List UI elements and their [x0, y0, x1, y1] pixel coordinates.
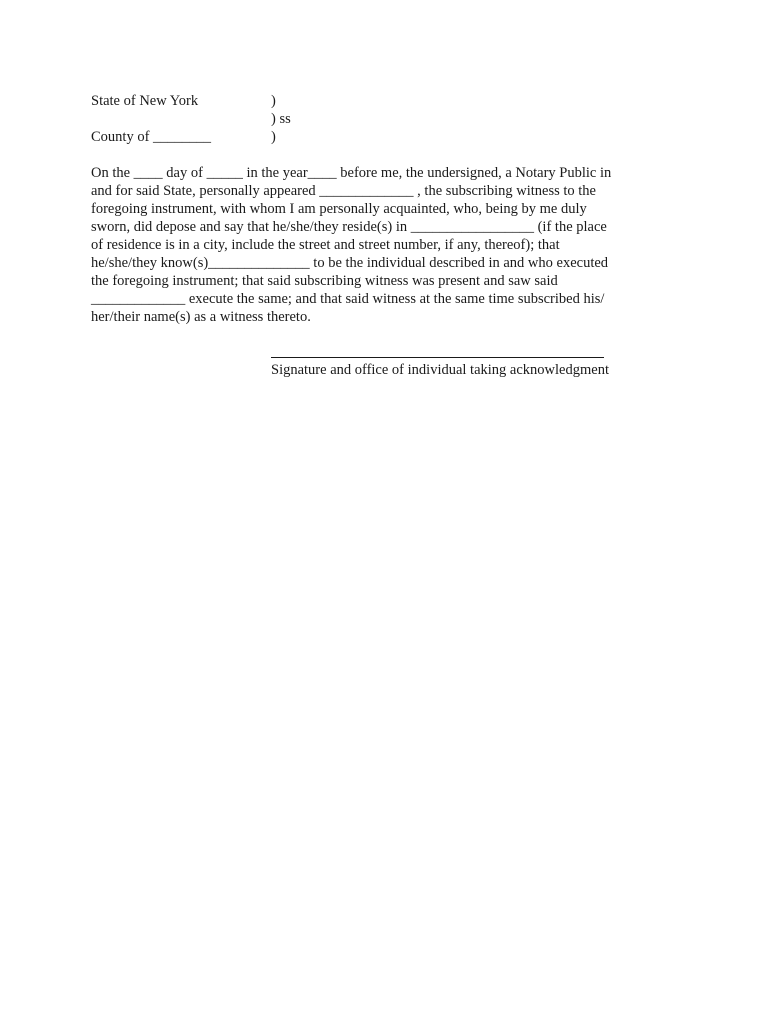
- signature-caption: Signature and office of individual taking acknowledgment: [271, 362, 609, 378]
- paragraph-line: sworn, did depose and say that he/she/they reside(s) in _________________ (if the place: [91, 219, 607, 235]
- paragraph-line: _____________ execute the same; and that said witness at the same time subscribed his/: [91, 291, 605, 307]
- venue-paren-bottom: ): [271, 129, 276, 145]
- acknowledgment-paragraph: [91, 164, 651, 326]
- venue-paren-top: ): [271, 93, 276, 109]
- paragraph-line: and for said State, personally appeared _____________ , the subscribing witness to the: [91, 183, 596, 199]
- signature-line: [271, 357, 604, 358]
- venue-paren-ss: ) ss: [271, 111, 291, 127]
- paragraph-line: he/she/they know(s)______________ to be the individual described in and who executed: [91, 255, 609, 271]
- venue-block: [91, 92, 351, 154]
- county-label: County of ________: [91, 129, 212, 145]
- paragraph-line: her/their name(s) as a witness thereto.: [91, 309, 311, 325]
- paragraph-line: of residence is in a city, include the street and street number, if any, thereof); that: [91, 237, 560, 253]
- state-label: State of New York: [91, 93, 199, 109]
- paragraph-line: the foregoing instrument; that said subscribing witness was present and saw said: [91, 273, 558, 289]
- paragraph-line: On the ____ day of _____ in the year____ before me, the undersigned, a Notary Public in: [91, 165, 612, 181]
- paragraph-line: foregoing instrument, with whom I am personally acquainted, who, being by me duly: [91, 201, 587, 217]
